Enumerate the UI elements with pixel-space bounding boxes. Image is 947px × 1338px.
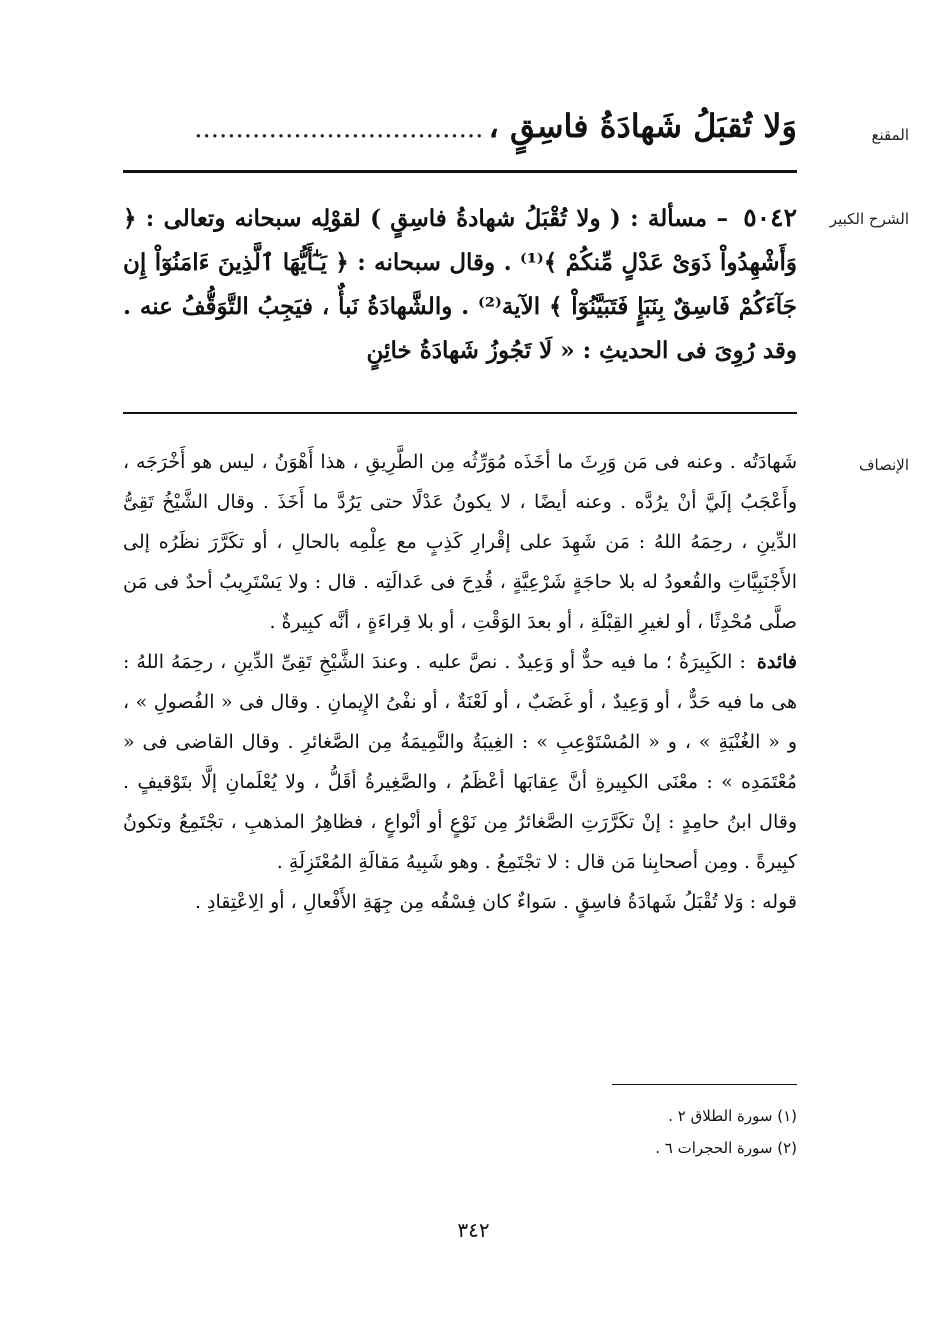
middle-rule bbox=[123, 412, 797, 414]
sharh-section bbox=[123, 196, 797, 373]
issue-number: ٥٠٤٢ bbox=[743, 203, 798, 232]
insaf-label: الإنصاف bbox=[858, 456, 909, 474]
insaf-paragraph-2 bbox=[123, 642, 797, 882]
faida-heading: فائدة bbox=[756, 651, 797, 673]
insaf-paragraph-1: شَهادَتُه . وعنه فى مَن وَرِثَ ما أخَذَه مُوَرِّثُه مِن الطَّرِيقِ ، هذا أَهْوَنُ ، ليس هو أَخْرَجَه ، وأَعْجَبُ إلَيَّ أنْ يرُدَّه . وعنه أيضًا ، لا يكونُ عَدْلًا حتى يَرُدَّ ما أَخَذَ . وقال الشَّيْخُ تَقِىُّ الدِّينِ ، رحِمَهُ اللهُ : مَن شَهِدَ على إقْرارِ كَذِبٍ مع عِلْمِه بالحالِ ، أو تكَرَّرَ نظَرُه إلى الأَجْنَبِيَّاتِ والقُعودُ له بلا حاجَةٍ شَرْعِيَّةٍ ، قُدِحَ فى عَدالَتِه . قال : ولا يَسْتَرِيبُ أحدٌ فى مَن صلَّى مُحْدِثًا ، أو لغيرِ القِبْلَةِ ، أو بعدَ الوَقْتِ ، أو بلا قِراءَةٍ ، أنَّه كبِيرةٌ . bbox=[123, 451, 797, 633]
sharh-text: – مسألة : ( ولا تُقْبَلُ شهادةُ فاسِقٍ ) لقوْلِه سبحانه وتعالى : ﴿ وَأَشْهِدُواْ ذَوَىْ عَدْلٍ مِّنكُمْ ﴾⁽¹⁾ . وقال سبحانه : ﴿ يَـٰٓأَيُّهَا ٱلَّذِينَ ءَامَنُوٓاْ إِن جَآءَكُمْ فَاسِقٌ بِنَبَإٍ فَتَبَيَّنُوٓاْ ﴾ الآية⁽²⁾ . والشَّهادَةُ نَبأٌ ، فيَجِبُ التَّوَقُّفُ عنه . وقد رُوِىَ فى الحديثِ : « لَا تَجُوزُ شَهادَةُ خائِنٍ bbox=[123, 205, 797, 364]
insaf-section bbox=[123, 442, 797, 922]
page-number: ٣٤٢ bbox=[457, 1218, 490, 1242]
muqni-text: وَلا تُقبَلُ شَهادَةُ فاسِقٍ ، bbox=[488, 107, 797, 145]
faida-text: : الكَبِيرَةُ ؛ ما فيه حدٌّ أو وَعِيدٌ . نصَّ عليه . وعندَ الشَّيْخِ تَقِىِّ الدِّينِ ، رحِمَهُ اللهُ : هى ما فيه حَدٌّ ، أو وَعِيدٌ ، أو غَضَبٌ ، أو لَعْنَةٌ ، أو نفْىُ الإِيمانِ . وقال فى « الفُصولِ » ، و « الغُنْيَةِ » ، و « المُسْتَوْعِبِ » : الغِيبَةُ والنَّمِيمَةُ مِن الصَّغائرِ . وقال القاضى فى « مُعْتَمَدِه » : معْنَى الكبِيرةِ أنَّ عِقابَها أعْظَمُ ، والصَّغِيرةُ أقَلُّ ، ولا يُعْلَمانِ إلَّا بتَوْقيفٍ . وقال ابنُ حامِدٍ : إنْ تكَرَّرَتِ الصَّغائرُ مِن نَوْعٍ أو أنْواعٍ ، فظاهِرُ المذهبِ ، تجْتَمِعُ وتكونُ كبِيرةً . ومِن أصحابِنا مَن قال : لا تجْتَمِعُ . وهو شَبِيهُ مَقالَةِ المُعْتَزِلَةِ . bbox=[123, 651, 798, 873]
muqni-dots: ................................... bbox=[194, 114, 484, 144]
footnote-rule bbox=[612, 1084, 797, 1085]
footnote-1: (١) سورة الطلاق ٢ . bbox=[668, 1107, 797, 1125]
muqni-label: المقنع bbox=[871, 126, 909, 144]
insaf-paragraph-3: قوله : وَلا تُقْبَلُ شَهادَةُ فاسِقٍ . سَواءٌ كان فِسْقُه مِن جِهَةِ الأَفْعالِ ، أو الِاعْتِقادِ . bbox=[194, 891, 797, 913]
muqni-section bbox=[123, 104, 797, 148]
top-rule bbox=[123, 170, 797, 173]
sharh-label: الشرح الكبير bbox=[829, 210, 909, 228]
footnote-2: (٢) سورة الحجرات ٦ . bbox=[655, 1139, 797, 1157]
footnotes bbox=[655, 1100, 797, 1164]
